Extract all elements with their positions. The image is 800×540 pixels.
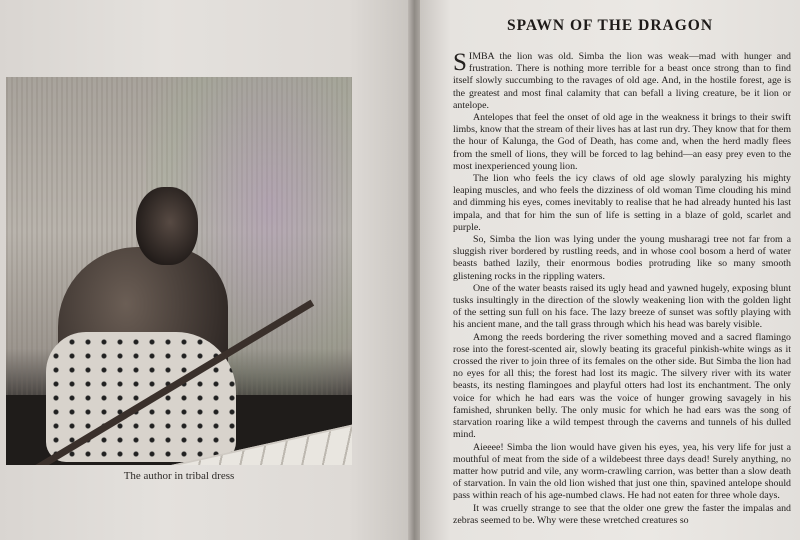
paragraph: Aieeee! Simba the lion would have given his eyes, yea, his very life for just a mouthful of meat from the side of a wildebeest three days dead! Surely anything, no matter how putrid and vile, any worm-crawling carrion, was better than a slow death of starvation. In vain the old lion wished that just one thin, spavined antelope should pass within reach of his age-numbed claws. He had not eaten for three whole days. — [453, 441, 791, 502]
paragraph: One of the water beasts raised its ugly head and yawned hugely, exposing blunt tusks insultingly in the direction of the slowly weakening lion with the golden light of the setting sun full on his face. The lazy breeze of sunset was softly playing with his ancient mane, and the tall grass through which his head was barely visible. — [453, 282, 791, 331]
chapter-title: SPAWN OF THE DRAGON — [506, 17, 714, 34]
paragraph: The lion who feels the icy claws of old age slowly paralyzing his mighty leaping muscles, and who feels the dizziness of old woman Time clouding his mind and dimming his eyes, comes inevitably to realise that he had already hunted his last impala, and that for him the sun of life is setting in a blaze of gold, scarlet and purple. — [453, 173, 791, 233]
author-photo — [6, 77, 352, 465]
paragraph: Among the reeds bordering the river something moved and a sacred flamingo rose into the forest-scented air, slowly beating its graceful pinkish-white wings as it crossed the river to join three of its females on the other side. But Simba the lion had no eyes for all this; the forest had lost its magic. The silvery river with its water beasts, its nesting flamingoes and playful otters had lost its enchantment. The only voice for which he had ears was the voice of hunger growing savagely in his famished, shrunken belly. The only music for which he had ears was the song of starvation roaring like a wild tempest through the caverns and tunnels of his dulled mind. — [453, 331, 791, 441]
paragraph: Antelopes that feel the onset of old age in the weakness it brings to their swift limbs, know that the stream of their lives has at last run dry. They know that for them the hour of Kalunga, the God of Death, has come and, when the herd madly flees from the smell of lions, they will be forced to lag behind—an easy prey even to the most inexperienced young lion. — [453, 112, 791, 172]
drop-cap: S — [453, 49, 467, 76]
chapter-text — [453, 51, 791, 527]
photo-caption: The author in tribal dress — [123, 470, 235, 482]
right-page — [420, 0, 800, 540]
photo-figure-head — [136, 187, 198, 265]
paragraph-text: IMBA the lion was old. Simba the lion was weak—mad with hunger and frustration. There is nothing more terrible for a beast once strong than to find itself slowly succumbing to the ravages of old age. And, in the hostile forest, age is the greatest and most final calamity that can befall a living creature, be it lion or antelope. — [453, 51, 791, 111]
paragraph: It was cruelly strange to see that the older one grew the faster the impalas and zebras seemed to be. Why were these wretched creatures so — [453, 502, 791, 526]
paragraph — [453, 51, 791, 112]
paragraph: So, Simba the lion was lying under the young musharagi tree not far from a sluggish river bordered by rustling reeds, and in whose cool bosom a herd of water beasts bathed lazily, their enormous bodies protruding like so many smooth glistening rocks in the rippling waters. — [453, 234, 791, 282]
